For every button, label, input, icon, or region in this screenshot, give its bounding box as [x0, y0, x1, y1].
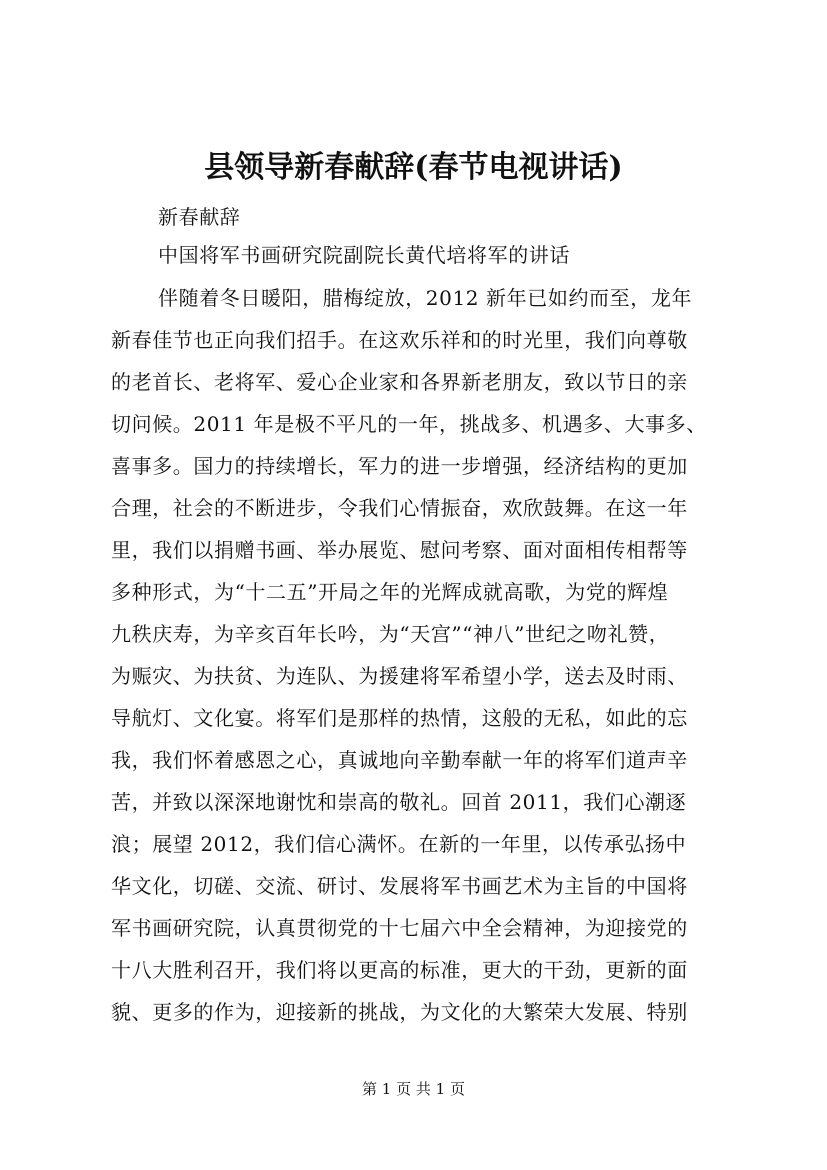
body-line: 为赈灾、为扶贫、为连队、为援建将军希望小学，送去及时雨、 — [111, 664, 688, 688]
body-line: 十八大胜利召开，我们将以更高的标准，更大的干劲，更新的面 — [111, 958, 688, 982]
body-line: 多种形式，为“十二五”开局之年的光辉成就高歌，为党的辉煌 — [111, 580, 669, 604]
body-line: 伴随着冬日暖阳，腊梅绽放，2012 新年已如约而至，龙年 — [158, 286, 693, 310]
body-line: 浪；展望 2012，我们信心满怀。在新的一年里，以传承弘扬中 — [111, 832, 687, 856]
body-line: 貌、更多的作为，迎接新的挑战，为文化的大繁荣大发展、特别 — [111, 1000, 688, 1024]
body-line: 九秩庆寿，为辛亥百年长吟，为“天宫”“神八”世纪之吻礼赞， — [111, 622, 670, 646]
body-line: 新春佳节也正向我们招手。在这欢乐祥和的时光里，我们向尊敬 — [111, 328, 688, 352]
body-line: 里，我们以捐赠书画、举办展览、慰问考察、面对面相传相帮等 — [111, 538, 688, 562]
body-line: 军书画研究院，认真贯彻党的十七届六中全会精神，为迎接党的 — [111, 916, 688, 940]
body-line: 切问候。2011 年是极不平凡的一年，挑战多、机遇多、大事多、 — [111, 412, 707, 436]
body-line: 苦，并致以深深地谢忱和崇高的敬礼。回首 2011，我们心潮逐 — [111, 790, 687, 814]
page-number-footer: 第 1 页 共 1 页 — [362, 1080, 465, 1098]
body-line: 合理，社会的不断进步，令我们心情振奋，欢欣鼓舞。在这一年 — [111, 496, 688, 520]
body-line: 导航灯、文化宴。将军们是那样的热情，这般的无私，如此的忘 — [111, 706, 688, 730]
document-byline: 中国将军书画研究院副院长黄代培将军的讲话 — [158, 243, 570, 267]
body-line: 华文化，切磋、交流、研讨、发展将军书画艺术为主旨的中国将 — [111, 874, 688, 898]
body-line: 的老首长、老将军、爱心企业家和各界新老朋友，致以节日的亲 — [111, 370, 688, 394]
document-subtitle: 新春献辞 — [158, 205, 241, 229]
document-title: 县领导新春献辞(春节电视讲话) — [204, 150, 623, 185]
body-line: 我，我们怀着感恩之心，真诚地向辛勤奉献一年的将军们道声辛 — [111, 748, 688, 772]
body-line: 喜事多。国力的持续增长，军力的进一步增强，经济结构的更加 — [111, 454, 688, 478]
